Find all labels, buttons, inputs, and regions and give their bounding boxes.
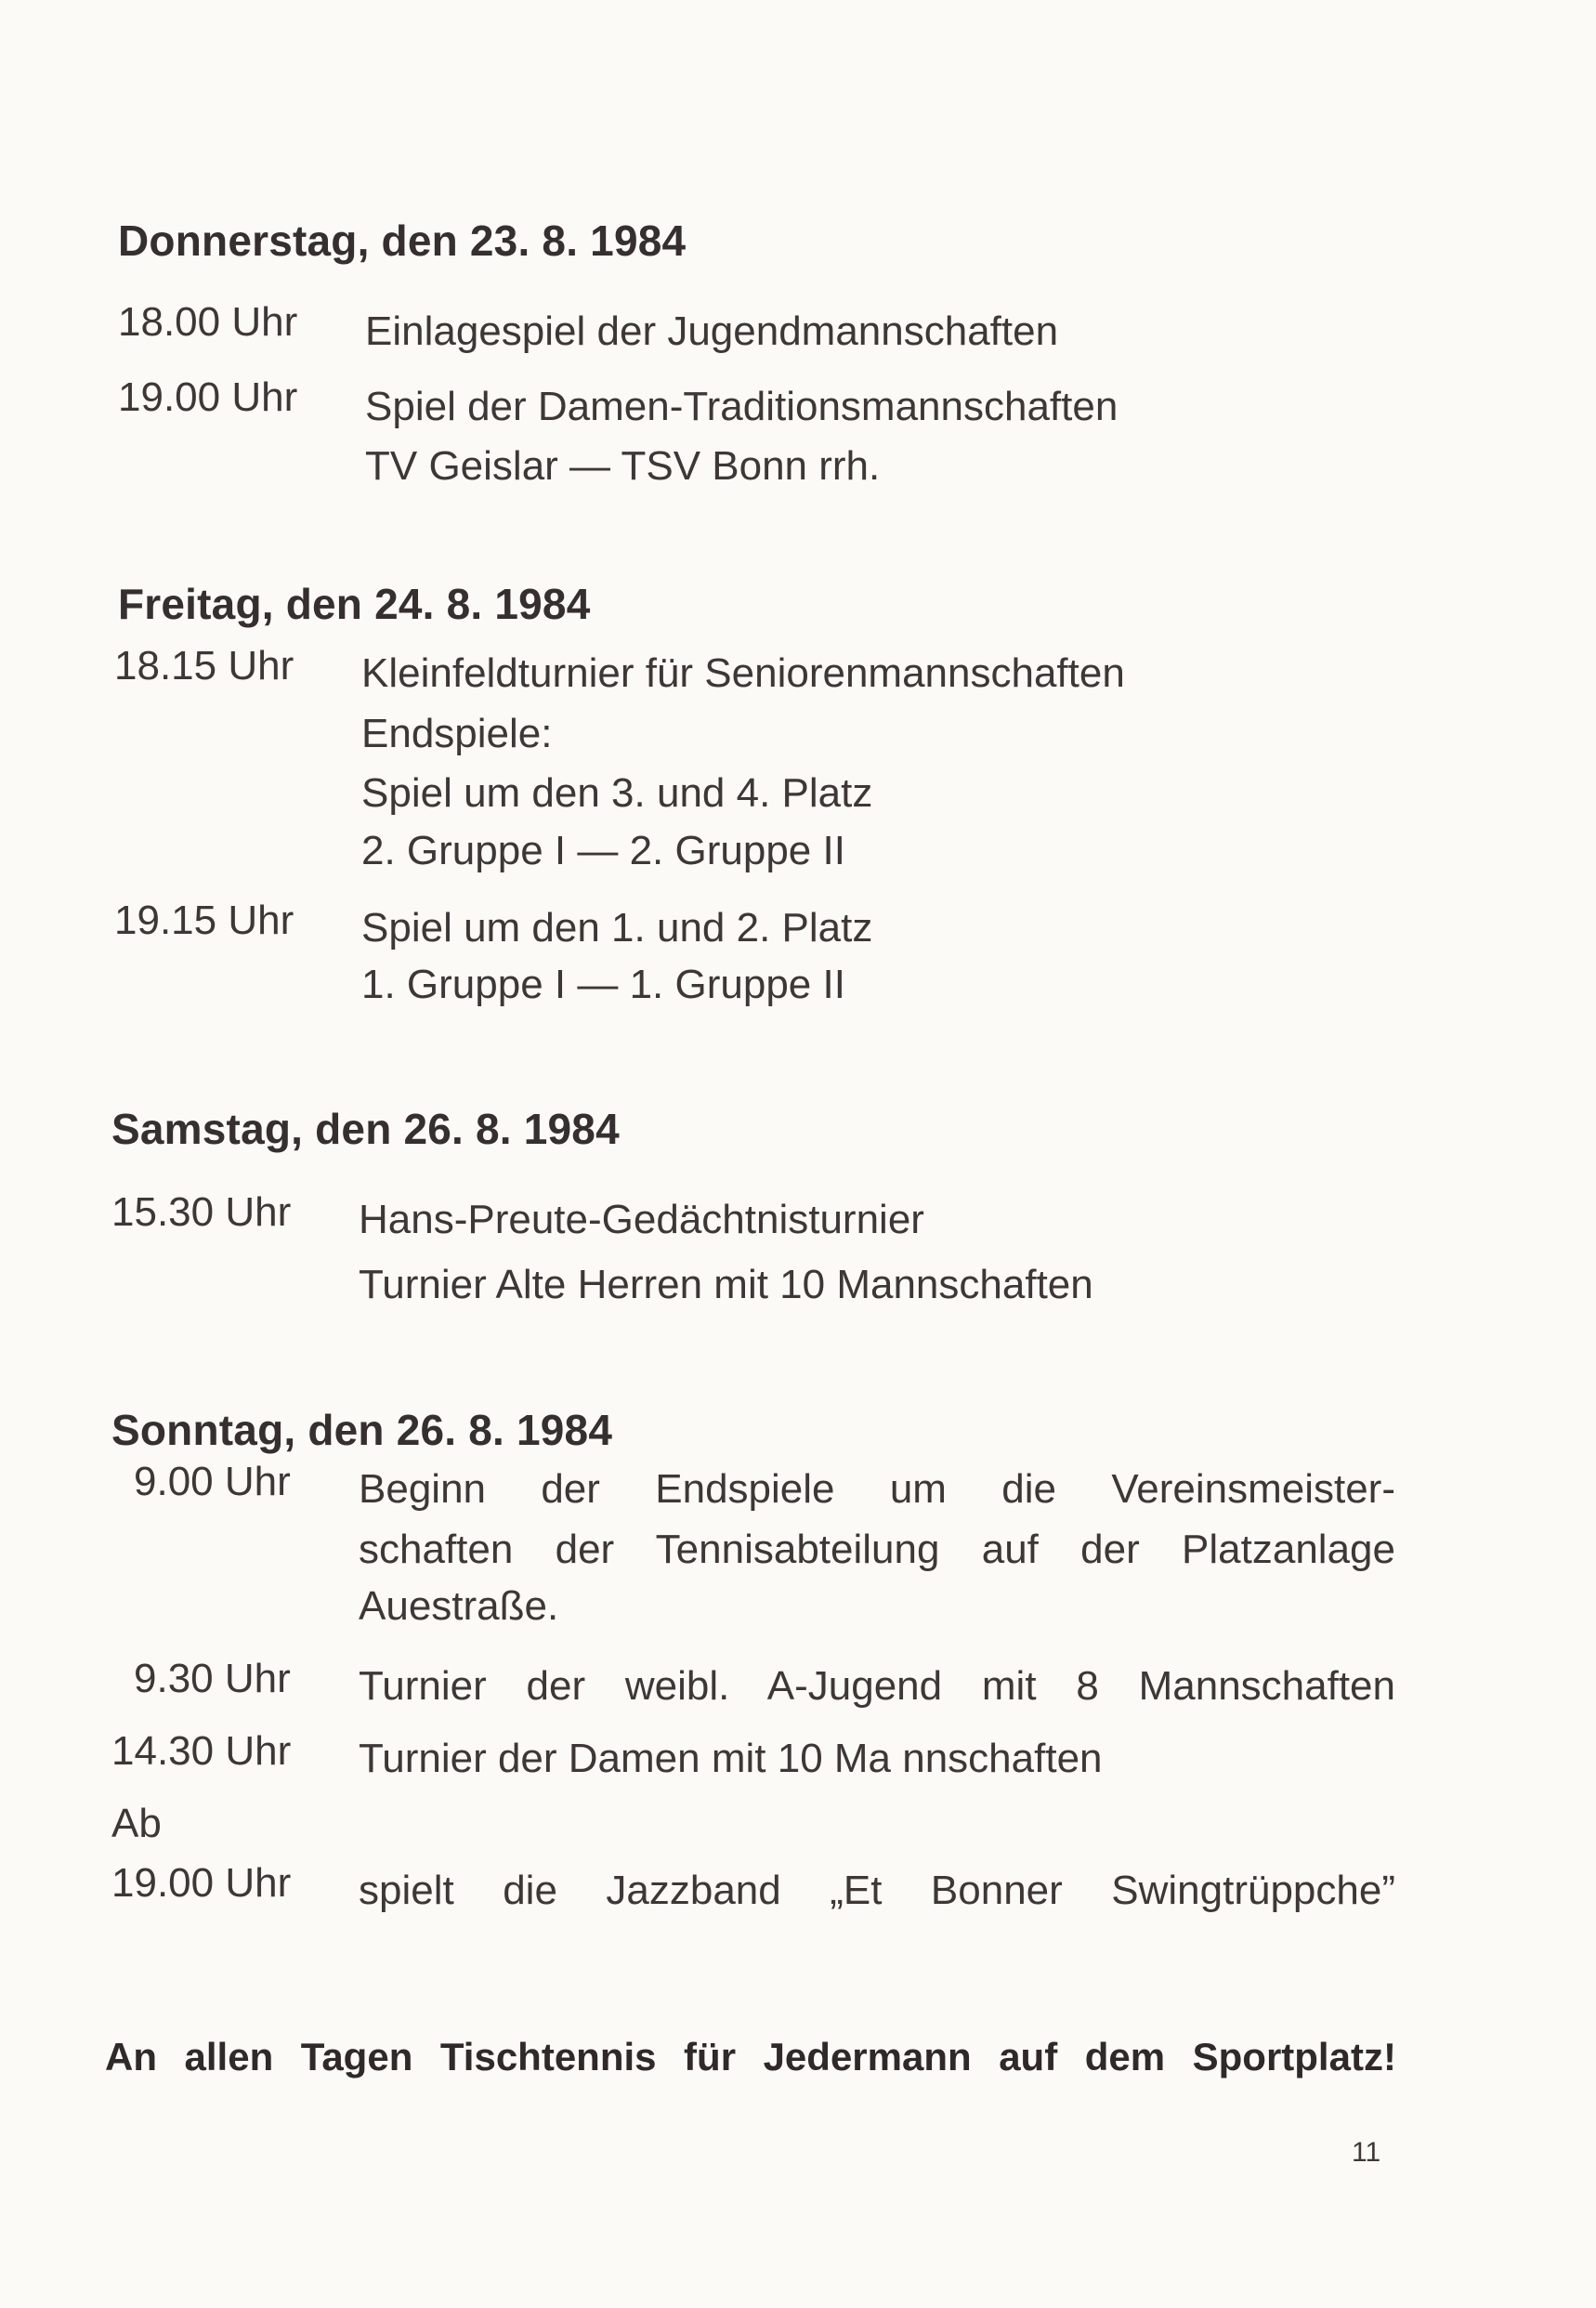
footer-note-word: Tagen	[300, 2035, 413, 2079]
entry-text: Auestraße.	[359, 1583, 559, 1629]
entry-text: Spiel um den 1. und 2. Platz	[361, 905, 873, 951]
entry-text: Einlagespiel der Jugendmannschaften	[365, 308, 1059, 354]
entry-time: 19.00 Uhr	[111, 1860, 292, 1906]
entry-text: spielt die Jazzband „Et Bonner Swingtrüppche”	[359, 1868, 1395, 1913]
entry-time: 18.00 Uhr	[118, 299, 298, 345]
entry-time: 19.00 Uhr	[118, 374, 298, 420]
entry-time: 9.00 Uhr	[134, 1459, 291, 1504]
entry-text: Turnier der weibl. A-Jugend mit 8 Mannschaften	[359, 1663, 1395, 1709]
entry-text: 2. Gruppe I — 2. Gruppe II	[361, 828, 845, 873]
footer-note-word: Tischtennis	[439, 2035, 657, 2079]
footer-note-word: An	[105, 2035, 157, 2079]
footer-note-word: allen	[184, 2035, 274, 2079]
entry-text: Hans-Preute-Gedächtnisturnier	[359, 1197, 924, 1242]
footer-note-word: Jedermann	[763, 2035, 972, 2079]
entry-text: Kleinfeldturnier für Seniorenmannschaften	[361, 650, 1125, 696]
day-heading-freitag: Freitag, den 24. 8. 1984	[118, 580, 591, 628]
entry-time: 19.15 Uhr	[114, 898, 294, 943]
day-heading-sonntag: Sonntag, den 26. 8. 1984	[111, 1406, 613, 1454]
entry-text: Spiel der Damen-Traditionsmannschaften	[365, 384, 1119, 429]
footer-note-word: dem	[1084, 2035, 1166, 2079]
entry-text: TV Geislar — TSV Bonn rrh.	[365, 443, 881, 489]
entry-time: 14.30 Uhr	[111, 1728, 292, 1774]
entry-time: 18.15 Uhr	[114, 643, 294, 688]
entry-text: Spiel um den 3. und 4. Platz	[361, 770, 873, 816]
entry-text: Endspiele:	[361, 711, 553, 756]
footer-note	[105, 2035, 1396, 2079]
footer-note-word: Sportplatz!	[1192, 2035, 1396, 2079]
page-number: 11	[1352, 2137, 1381, 2168]
entry-text: Turnier der Damen mit 10 Ma nnschaften	[359, 1736, 1103, 1781]
entry-time-prefix: Ab	[111, 1801, 162, 1846]
footer-note-word: auf	[999, 2035, 1058, 2079]
entry-time: 15.30 Uhr	[111, 1189, 292, 1235]
footer-note-word: für	[684, 2035, 737, 2079]
entry-text: schaften der Tennisabteilung auf der Platzanlage	[359, 1527, 1395, 1572]
entry-text: 1. Gruppe I — 1. Gruppe II	[361, 962, 845, 1007]
day-heading-donnerstag: Donnerstag, den 23. 8. 1984	[118, 216, 687, 265]
entry-text: Beginn der Endspiele um die Vereinsmeister-	[359, 1466, 1395, 1512]
entry-text: Turnier Alte Herren mit 10 Mannschaften	[359, 1262, 1093, 1307]
entry-time: 9.30 Uhr	[134, 1656, 291, 1701]
day-heading-samstag: Samstag, den 26. 8. 1984	[111, 1105, 620, 1153]
